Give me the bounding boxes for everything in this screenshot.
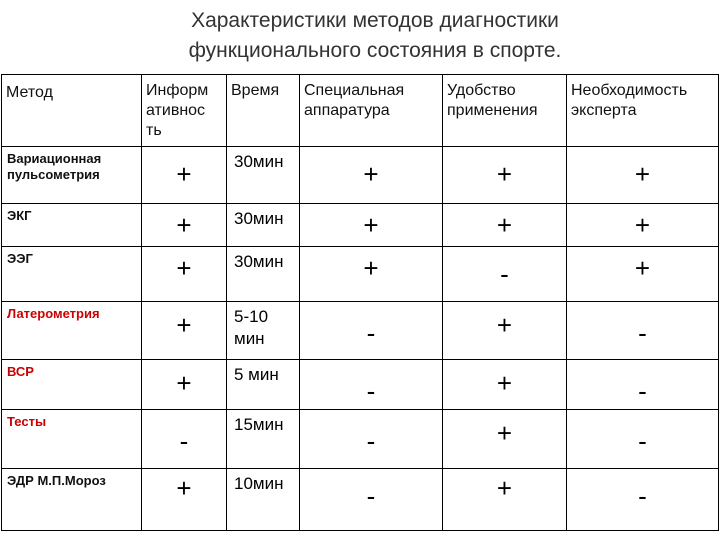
header-time: Время — [227, 75, 300, 147]
convenience-cell — [443, 204, 567, 247]
convenience-cell — [443, 302, 567, 360]
header-method: Метод — [2, 75, 142, 147]
info-mark: + — [176, 253, 192, 283]
expert-mark: + — [634, 253, 651, 283]
info-cell — [142, 469, 227, 531]
equipment-cell — [300, 469, 443, 531]
table-row — [2, 204, 719, 247]
convenience-mark: + — [496, 310, 513, 340]
info-mark: + — [176, 368, 192, 398]
convenience-mark: + — [496, 418, 513, 448]
time-cell: 5-10 мин — [227, 302, 300, 360]
equipment-cell — [300, 204, 443, 247]
table-row — [2, 469, 719, 531]
convenience-cell — [443, 147, 567, 204]
expert-mark: - — [638, 481, 647, 511]
expert-cell — [567, 360, 719, 410]
info-mark: + — [176, 473, 192, 503]
time-cell: 10мин — [227, 469, 300, 531]
info-mark: - — [179, 426, 189, 456]
expert-cell — [567, 410, 719, 469]
table-header-row — [2, 75, 719, 147]
table-row — [2, 410, 719, 469]
expert-mark: - — [638, 318, 647, 348]
info-cell — [142, 302, 227, 360]
method-cell: ЭЭГ — [2, 247, 142, 302]
equipment-cell — [300, 247, 443, 302]
equipment-mark: + — [363, 159, 379, 189]
expert-cell — [567, 147, 719, 204]
convenience-mark: + — [496, 473, 513, 503]
convenience-cell — [443, 410, 567, 469]
table-row — [2, 360, 719, 410]
expert-cell — [567, 302, 719, 360]
time-cell: 30мин — [227, 247, 300, 302]
equipment-mark: + — [363, 253, 379, 283]
equipment-cell — [300, 410, 443, 469]
header-equipment: Специальная аппаратура — [300, 75, 443, 147]
method-cell: Тесты — [2, 410, 142, 469]
table-row — [2, 302, 719, 360]
info-cell — [142, 247, 227, 302]
method-cell: Латерометрия — [2, 302, 142, 360]
info-cell — [142, 360, 227, 410]
expert-mark: - — [638, 376, 647, 406]
expert-mark: - — [638, 426, 647, 456]
convenience-cell — [443, 360, 567, 410]
title-line-1: Характеристики методов диагностики — [191, 9, 559, 32]
equipment-mark: + — [363, 210, 379, 240]
info-mark: + — [176, 210, 192, 240]
table-row — [2, 147, 719, 204]
equipment-mark: - — [366, 481, 376, 511]
header-convenience: Удобство применения — [443, 75, 567, 147]
convenience-mark: + — [496, 368, 513, 398]
info-mark: + — [176, 310, 192, 340]
info-cell — [142, 410, 227, 469]
convenience-mark: - — [500, 259, 509, 289]
info-mark: + — [176, 159, 192, 189]
table-row — [2, 247, 719, 302]
page-title — [0, 6, 720, 66]
expert-mark: + — [634, 159, 651, 189]
convenience-mark: + — [496, 159, 513, 189]
header-informativeness: Информ ативнос ть — [142, 75, 227, 147]
convenience-cell — [443, 469, 567, 531]
expert-cell — [567, 247, 719, 302]
method-cell: ЭКГ — [2, 204, 142, 247]
time-cell: 15мин — [227, 410, 300, 469]
method-cell: ЭДР М.П.Мороз — [2, 469, 142, 531]
equipment-mark: - — [366, 376, 376, 406]
expert-mark: + — [634, 210, 651, 240]
info-cell — [142, 147, 227, 204]
methods-table — [1, 74, 719, 531]
info-cell — [142, 204, 227, 247]
time-cell: 30мин — [227, 204, 300, 247]
method-cell: Вариационная пульсометрия — [2, 147, 142, 204]
convenience-cell — [443, 247, 567, 302]
time-cell: 30мин — [227, 147, 300, 204]
equipment-mark: - — [366, 426, 376, 456]
equipment-mark: - — [366, 318, 376, 348]
title-line-2: функционального состояния в спорте. — [188, 39, 562, 62]
equipment-cell — [300, 360, 443, 410]
expert-cell — [567, 204, 719, 247]
header-expert-need: Необходимость эксперта — [567, 75, 719, 147]
time-cell: 5 мин — [227, 360, 300, 410]
expert-cell — [567, 469, 719, 531]
equipment-cell — [300, 147, 443, 204]
convenience-mark: + — [496, 210, 513, 240]
method-cell: ВСР — [2, 360, 142, 410]
equipment-cell — [300, 302, 443, 360]
